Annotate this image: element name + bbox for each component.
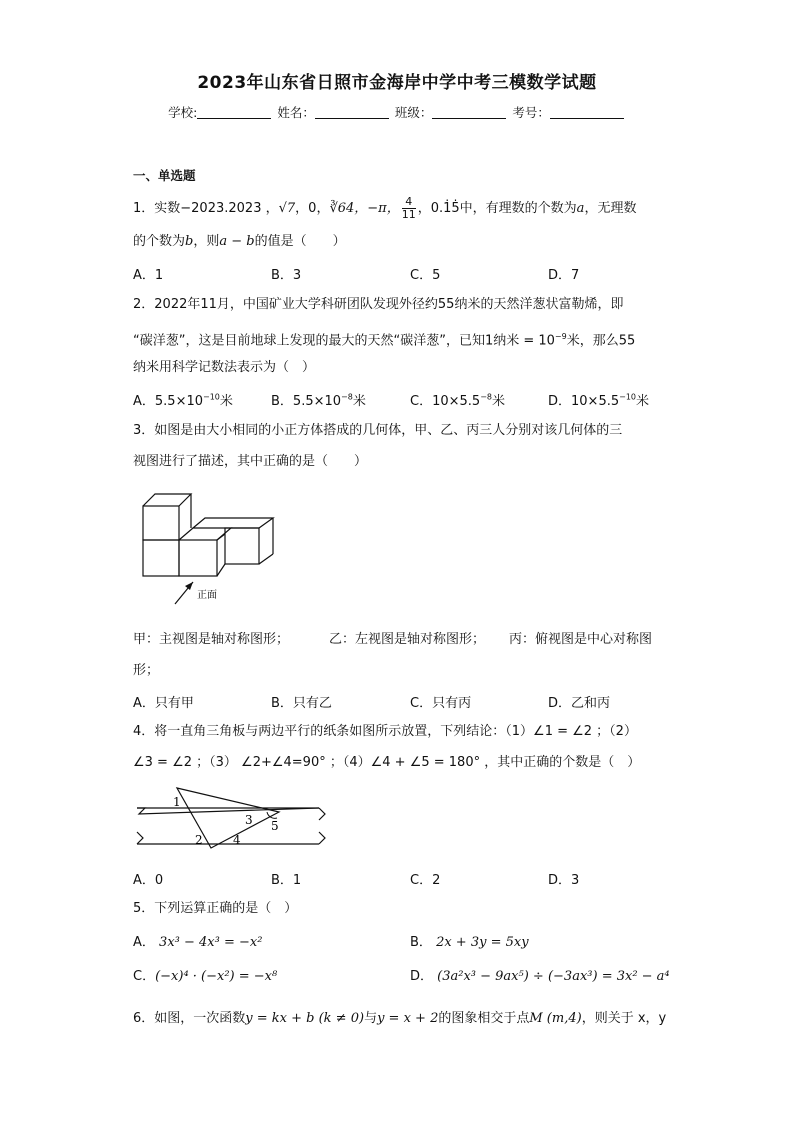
q3-option-b[interactable]: B．只有乙 bbox=[271, 696, 332, 711]
q5-option-a[interactable]: A． 3x³ − 4x³ = −x² bbox=[133, 935, 263, 950]
q4-line2: ∠3 = ∠2 ；（3） ∠2+∠4=90° ；（4）∠4 + ∠5 = 180° ，其中正确的个数是（ ） bbox=[133, 755, 641, 770]
q2-line2: “碳洋葱”，这是目前地球上发现的最大的天然“碳洋葱”，已知1纳米 = $10^{-9}$米，那么55 bbox=[133, 332, 636, 349]
angle-5-label: 5 bbox=[271, 819, 279, 833]
q3-option-d[interactable]: D．乙和丙 bbox=[548, 696, 611, 711]
q4-line1: 4．将一直角三角板与两边平行的纸条如图所示放置，下列结论：（1）∠1 = ∠2 ；（2） bbox=[133, 724, 637, 739]
student-info-row bbox=[0, 103, 794, 121]
triangle-strip-figure bbox=[133, 782, 328, 852]
q4-option-a[interactable]: A．0 bbox=[133, 873, 164, 888]
q1-option-d[interactable]: D．7 bbox=[548, 268, 580, 283]
q3-desc-tail: 形； bbox=[133, 663, 160, 678]
q4-option-d[interactable]: D．3 bbox=[548, 873, 580, 888]
front-label: 正面 bbox=[197, 590, 217, 601]
q3-line1: 3．如图是由大小相同的小正方体搭成的几何体，甲、乙、丙三人分别对该几何体的三 bbox=[133, 423, 623, 438]
angle-1-label: 1 bbox=[173, 795, 181, 809]
q1-option-b[interactable]: B．3 bbox=[271, 268, 302, 283]
arrow-head-icon bbox=[185, 582, 193, 590]
q5-line1: 5．下列运算正确的是（ ） bbox=[133, 901, 298, 916]
fraction-4-11: $\frac{4}{11}$ bbox=[401, 195, 416, 221]
q1-line2: 的个数为b，则a − b的值是（ ） bbox=[133, 234, 346, 249]
q5-option-c[interactable]: C．(−x)⁴ · (−x²) = −x⁸ bbox=[133, 969, 278, 984]
q2-line1: 2．2022年11月，中国矿业大学科研团队发现外径约55纳米的天然洋葱状富勒烯，即 bbox=[133, 297, 624, 312]
q4-option-b[interactable]: B．1 bbox=[271, 873, 302, 888]
angle-2-label: 2 bbox=[195, 833, 203, 847]
q5-option-b[interactable]: B． 2x + 3y = 5xy bbox=[410, 935, 529, 950]
section-heading: 一、单选题 bbox=[133, 168, 196, 183]
page-title: 2023年山东省日照市金海岸中学中考三模数学试题 bbox=[197, 73, 597, 93]
q3-descriptions: 甲：主视图是轴对称图形； 乙：左视图是轴对称图形； 丙：俯视图是中心对称图 bbox=[133, 632, 653, 647]
q4-option-c[interactable]: C．2 bbox=[410, 873, 441, 888]
class-blank[interactable] bbox=[432, 106, 506, 119]
q3-option-c[interactable]: C．只有丙 bbox=[410, 696, 472, 711]
q5-option-d[interactable]: D． (3a²x³ − 9ax⁵) ÷ (−3ax³) = 3x² − a⁴ bbox=[410, 969, 670, 984]
school-blank[interactable] bbox=[197, 106, 271, 119]
school-label: 学校: bbox=[168, 105, 198, 120]
q6-line1: 6．如图，一次函数y = kx + b (k ≠ 0)与y = x + 2的图象相交于点M (m,4)，则关于 x，y bbox=[133, 1011, 667, 1026]
q3-option-a[interactable]: A．只有甲 bbox=[133, 696, 194, 711]
angle-3-label: 3 bbox=[245, 813, 253, 827]
q2-option-b[interactable]: B．$5.5\times 10^{-8}$米 bbox=[271, 392, 366, 409]
class-label: 班级： bbox=[394, 105, 433, 120]
q2-line3: 纳米用科学记数法表示为（ ） bbox=[133, 360, 316, 375]
q1-option-a[interactable]: A．1 bbox=[133, 268, 164, 283]
q2-option-c[interactable]: C．$10\times 5.5^{-8}$米 bbox=[410, 392, 505, 409]
q3-line2: 视图进行了描述，其中正确的是（ ） bbox=[133, 454, 368, 469]
name-label: 姓名： bbox=[277, 105, 315, 120]
q1-line1: 1．实数−2023.2023 ，√7，0，∛64，−π， $\frac{4}{11}$ ，0.1̇5̇中，有理数的个数为a，无理数 bbox=[133, 195, 637, 221]
q1-option-c[interactable]: C．5 bbox=[410, 268, 441, 283]
q2-option-a[interactable]: A．$5.5\times 10^{-10}$米 bbox=[133, 392, 233, 409]
cube-figure bbox=[135, 488, 285, 608]
q2-option-d[interactable]: D．$10\times 5.5^{-10}$米 bbox=[548, 392, 650, 409]
angle-4-label: 4 bbox=[233, 833, 241, 847]
exam-no-blank[interactable] bbox=[550, 106, 624, 119]
exam-no-label: 考号： bbox=[512, 105, 550, 120]
name-blank[interactable] bbox=[315, 106, 389, 119]
